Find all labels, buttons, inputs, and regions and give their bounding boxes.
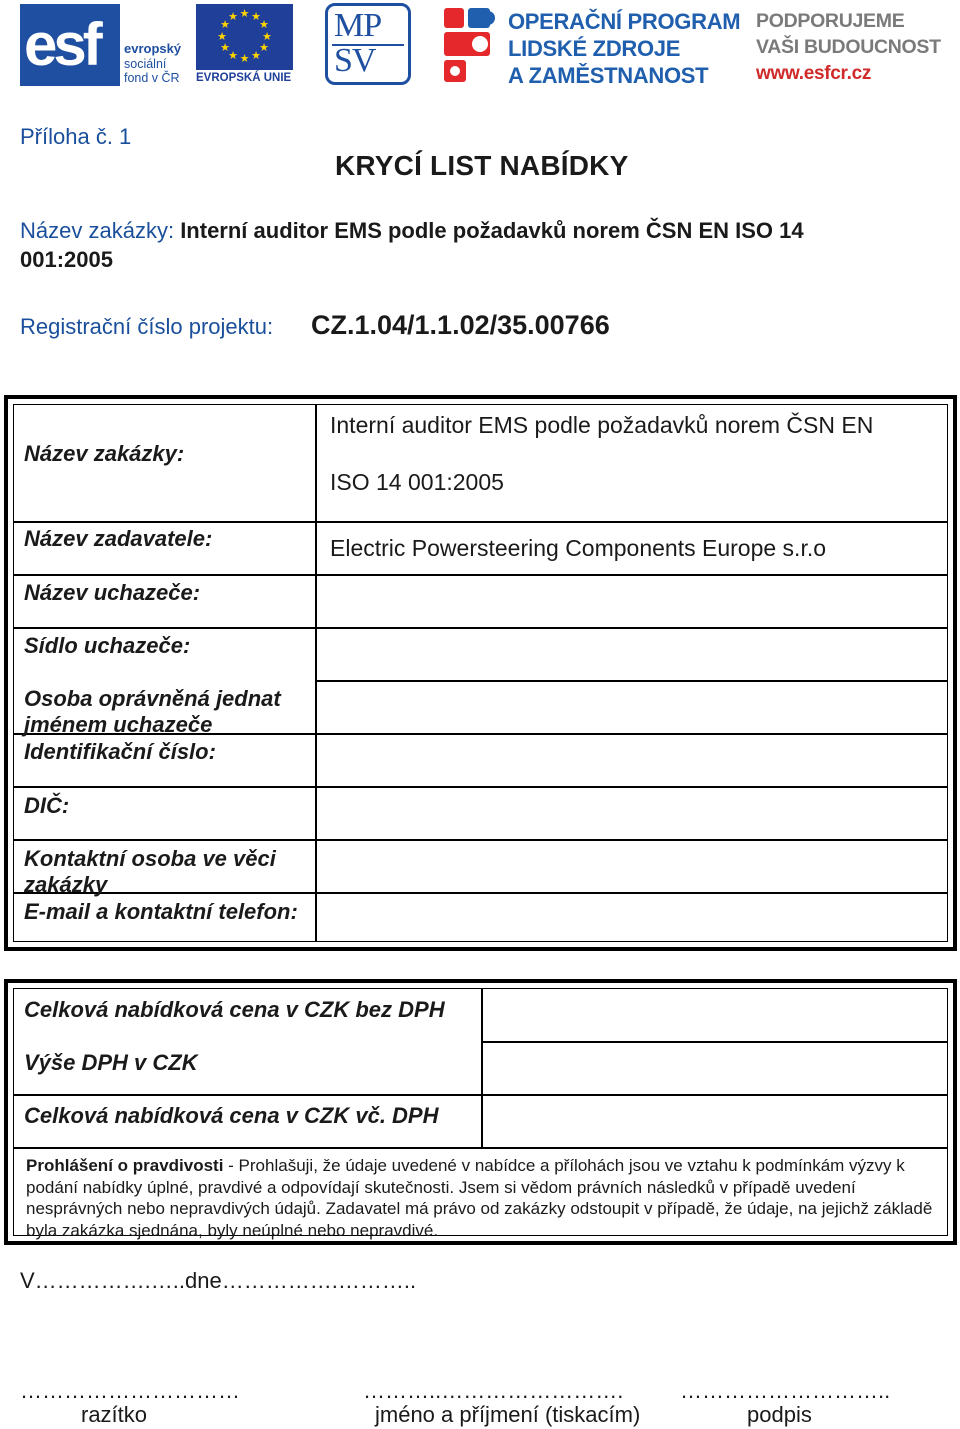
esf-line-3: fond v ČR <box>124 71 180 85</box>
signature-label: podpis <box>747 1402 812 1427</box>
row-divider <box>481 1041 947 1043</box>
row-label-vat-id: DIČ: <box>24 793 70 818</box>
oplz-puzzle-icon <box>442 4 500 84</box>
svg-text:★: ★ <box>220 41 230 54</box>
printed-name-label: jméno a příjmení (tiskacím) <box>375 1402 641 1427</box>
authorized-person-line-2: jménem uchazeče <box>24 712 213 737</box>
svg-text:★: ★ <box>251 10 261 23</box>
row-divider <box>14 839 947 841</box>
stamp-dotted-line[interactable]: ………………………… <box>20 1378 240 1403</box>
price-label-with-vat: Celková nabídková cena v CZK vč. DPH <box>24 1103 439 1128</box>
row-label-bidder-seat: Sídlo uchazeče: <box>24 633 191 658</box>
svg-text:★: ★ <box>259 18 269 31</box>
declaration-text: - Prohlašuji, že údaje uvedené v nabídce a přílohách jsou ve vztahu k podmínkám výzvy k podání nabídky úplné, pravdivé a odpovídají skutečnosti. Jsem si vědom právních následků v případě uvedení nesprávných nebo nepravdivých údajů. Zadavatel má právo od zakázky odstoupit v případě, že údaje, na jejichž základě byla zakázka sjednána, byly neúplné nebo nepravdivé. <box>26 1156 933 1240</box>
eu-stars-icon <box>196 4 293 70</box>
svg-text:★: ★ <box>220 18 230 31</box>
stamp-label: razítko <box>81 1402 148 1427</box>
row-label-contract-name: Název zakázky: <box>24 441 185 466</box>
contract-name-cell-line-1: Interní auditor EMS podle požadavků norem ČSN EN <box>330 412 874 438</box>
row-label-email-phone: E-mail a kontaktní telefon: <box>24 899 298 924</box>
price-label-without-vat: Celková nabídková cena v CZK bez DPH <box>24 997 445 1022</box>
signature-dotted-line[interactable]: ……………………….. <box>680 1378 891 1403</box>
row-divider <box>315 680 947 682</box>
eu-flag-icon <box>196 4 293 70</box>
name-dotted-line[interactable]: ………..……………………. <box>363 1378 624 1403</box>
slogan-web-link[interactable]: www.esfcr.cz <box>756 63 872 84</box>
contract-name-cell-line-2: ISO 14 001:2005 <box>330 469 504 495</box>
contact-person-line-2: zakázky <box>24 872 108 897</box>
svg-text:★: ★ <box>239 7 250 20</box>
esf-logo <box>20 4 192 86</box>
mpsv-bottom: SV <box>334 42 376 79</box>
svg-text:★: ★ <box>259 41 269 54</box>
slogan-line-2: VAŠI BUDOUCNOST <box>756 36 941 58</box>
slogan-line-1: PODPORUJEME <box>756 10 905 32</box>
row-label-bidder-name: Název uchazeče: <box>24 580 201 605</box>
price-table <box>4 979 957 1245</box>
svg-text:★: ★ <box>262 30 272 43</box>
contract-name-value: Interní auditor EMS podle požadavků norem ČSN EN ISO 14 001:2005 <box>20 218 804 272</box>
contract-name-label: Název zakázky: <box>20 218 175 243</box>
price-label-vat: Výše DPH v CZK <box>24 1050 198 1075</box>
esf-logo-text <box>124 42 181 86</box>
eu-logo-label: EVROPSKÁ UNIE <box>196 72 292 84</box>
bidder-info-table <box>4 395 957 951</box>
truthfulness-declaration <box>26 1155 941 1241</box>
esf-line-2: sociální <box>124 56 167 71</box>
esf-line-1: evropský <box>124 41 182 56</box>
esf-logo-letters: esf <box>24 11 99 78</box>
svg-text:★: ★ <box>217 30 227 43</box>
column-divider <box>481 989 483 1149</box>
eu-logo <box>196 4 296 86</box>
svg-text:★: ★ <box>239 52 250 65</box>
declaration-title: Prohlášení o pravdivosti <box>26 1156 224 1175</box>
price-table-inner <box>13 988 948 1240</box>
svg-text:★: ★ <box>228 10 238 23</box>
logo-banner <box>0 0 960 95</box>
place-date-line[interactable]: V…………….…..dne…………….……….. <box>20 1268 417 1293</box>
page-title: KRYCÍ LIST NABÍDKY <box>335 150 629 181</box>
mpsv-logo <box>325 3 411 85</box>
row-label-id-number: Identifikační číslo: <box>24 739 216 764</box>
row-label-authorized-person <box>24 686 281 738</box>
svg-text:★: ★ <box>228 49 238 62</box>
row-label-contact-person <box>24 846 276 898</box>
oplz-logo-text <box>508 8 740 89</box>
contracting-authority-cell: Electric Powersteering Components Europe s.r.o <box>330 535 827 561</box>
esf-logo-mark <box>20 4 120 86</box>
row-label-contracting-authority: Název zadavatele: <box>24 526 213 551</box>
oplz-line-2: LIDSKÉ ZDROJE <box>508 36 681 61</box>
bidder-table-inner <box>13 404 948 942</box>
registration-label: Registrační číslo projektu: <box>20 314 274 339</box>
registration-number: CZ.1.04/1.1.02/35.00766 <box>311 310 610 340</box>
column-divider <box>315 405 317 941</box>
oplz-line-1: OPERAČNÍ PROGRAM <box>508 9 741 34</box>
svg-text:★: ★ <box>251 49 261 62</box>
attachment-label: Příloha č. 1 <box>20 124 132 149</box>
oplz-logo <box>442 4 742 88</box>
oplz-line-3: A ZAMĚSTNANOST <box>508 63 709 88</box>
mpsv-top: MP <box>334 7 382 44</box>
row-divider <box>14 786 947 788</box>
contract-name-cell <box>330 397 873 511</box>
contact-person-line-1: Kontaktní osoba ve věci <box>24 846 276 871</box>
authorized-person-line-1: Osoba oprávněná jednat <box>24 686 281 711</box>
slogan-logo <box>756 8 956 87</box>
contract-name-line <box>20 216 900 274</box>
row-divider <box>14 627 947 629</box>
